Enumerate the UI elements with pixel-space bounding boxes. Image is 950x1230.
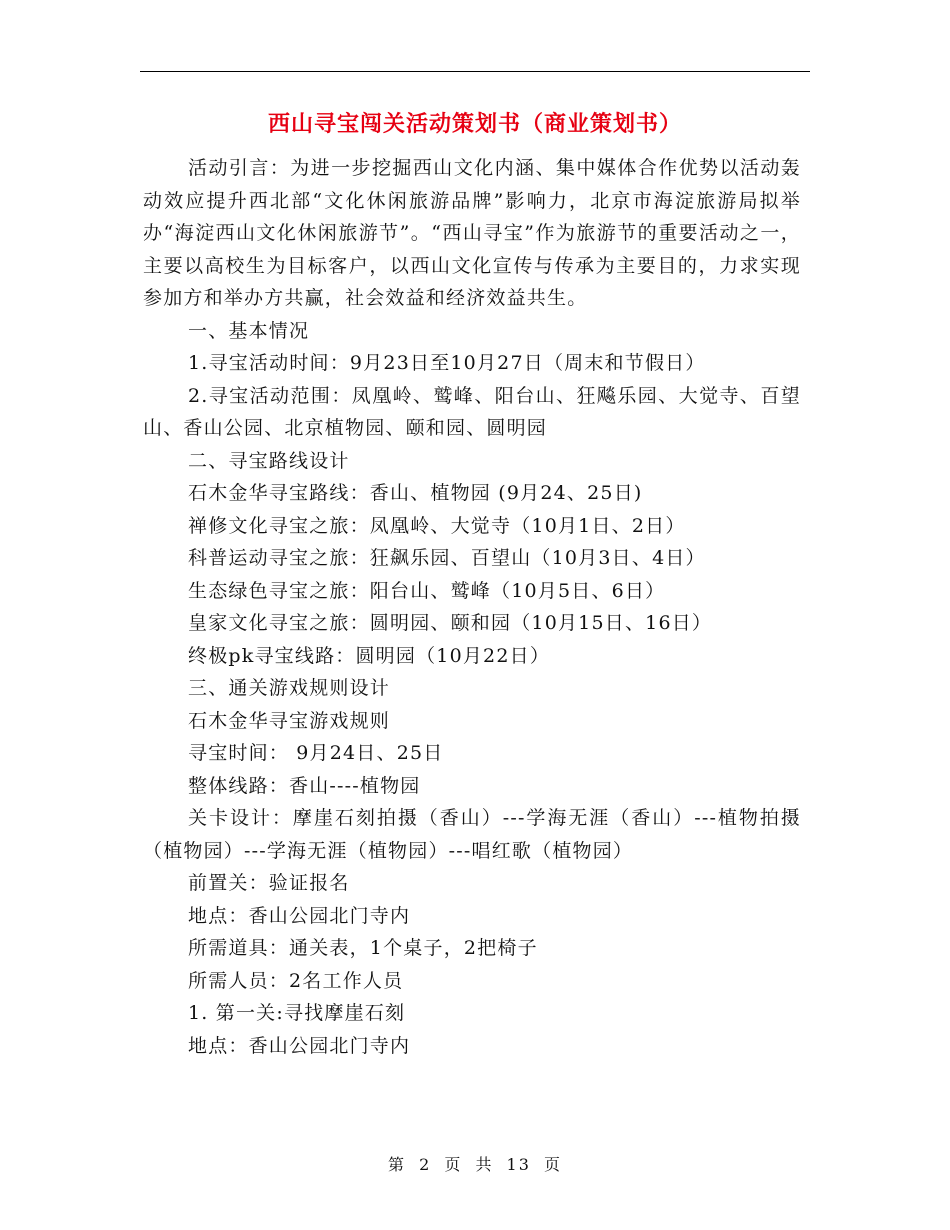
document-title: 西山寻宝闯关活动策划书（商业策划书） <box>267 111 682 137</box>
paragraph-props: 所需道具：通关表，1个桌子，2把椅子 <box>188 937 538 959</box>
section-heading-basic-info: 一、基本情况 <box>188 319 310 342</box>
section-heading-route-design: 二、寻宝路线设计 <box>188 449 350 472</box>
paragraph-stage-design: 关卡设计：摩崖石刻拍摄（香山）---学海无涯（香山）---植物拍摄（植物园）---学海无涯（植物园）---唱红歌（植物园） <box>143 807 801 862</box>
route-item: 石木金华寻宝路线：香山、植物园 (9月24、25日) <box>188 482 643 504</box>
section-heading-game-rules: 三、通关游戏规则设计 <box>188 677 391 699</box>
route-item: 终极pk寻宝线路：圆明园（10月22日） <box>188 644 551 667</box>
route-item: 禅修文化寻宝之旅：凤凰岭、大觉寺（10月1日、2日） <box>188 514 686 537</box>
paragraph-pre-stage: 前置关：验证报名 <box>188 872 350 894</box>
paragraph-location: 地点：香山公园北门寺内 <box>188 904 411 927</box>
paragraph-overall-route: 整体线路：香山----植物园 <box>188 774 421 797</box>
paragraph-stage-one: 1. 第一关:寻找摩崖石刻 <box>188 1002 406 1024</box>
route-item: 生态绿色寻宝之旅：阳台山、鹫峰（10月5日、6日） <box>188 579 666 602</box>
route-item: 科普运动寻宝之旅：狂飙乐园、百望山（10月3日、4日） <box>188 547 706 569</box>
paragraph-staff: 所需人员：2名工作人员 <box>188 969 404 992</box>
paragraph-activity-scope: 2.寻宝活动范围：凤凰岭、鹫峰、阳台山、狂飚乐园、大觉寺、百望山、香山公园、北京植物园、颐和园、圆明园 <box>143 384 801 439</box>
paragraph-intro: 活动引言：为进一步挖掘西山文化内涵、集中媒体合作优势以活动轰动效应提升西北部“文化休闲旅游品牌”影响力，北京市海淀旅游局拟举办“海淀西山文化休闲旅游节”。“西山寻宝”作为旅游节的重要活动之一，主要以高校生为目标客户，以西山文化宣传与传承为主要目的，力求实现参加方和举办方共赢，社会效益和经济效益共生。 <box>143 157 801 309</box>
document-body <box>143 152 801 1062</box>
page-footer: 第 2 页 共 13 页 <box>388 1155 562 1174</box>
header-rule <box>140 71 810 72</box>
paragraph-hunt-time: 寻宝时间： 9月24日、25日 <box>188 742 444 764</box>
route-item: 皇家文化寻宝之旅：圆明园、颐和园（10月15日、16日） <box>188 612 713 634</box>
paragraph-activity-time: 1.寻宝活动时间：9月23日至10月27日（周末和节假日） <box>188 352 706 374</box>
paragraph-location: 地点：香山公园北门寺内 <box>188 1034 411 1057</box>
subheading-game-rules: 石木金华寻宝游戏规则 <box>188 709 391 732</box>
